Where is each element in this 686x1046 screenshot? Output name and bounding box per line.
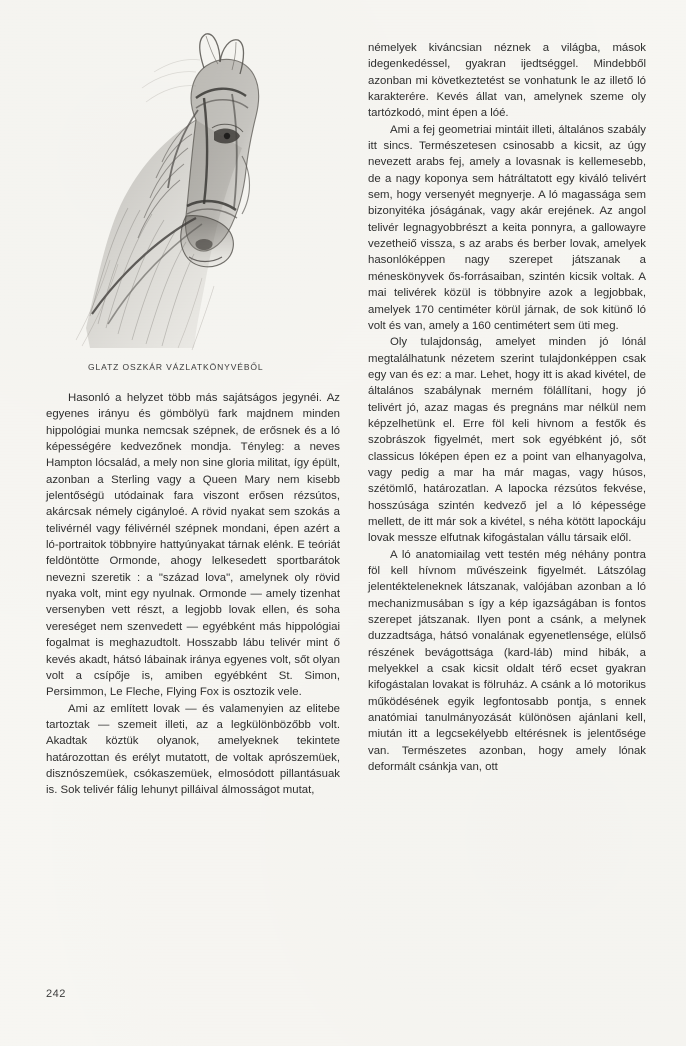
left-column	[46, 28, 340, 799]
horse-sketch-svg	[46, 28, 340, 358]
figure-caption: GLATZ OSZKÁR VÁZLATKÖNYVÉBŐL	[88, 362, 264, 372]
paragraph: Oly tulajdonság, amelyet minden jó lónál megtalálhatunk nézetem szerint tulajdonképpen csak egy van és ez: a mar. Lehet, hogy itt is akad kivétel, de általános szabálynak merném fölállítani, hogy jó telivért jó, azaz magas és pregnáns mar nélkül nem képzelhetünk el. Erre föl keli hivnom a festők és szobrászok figyelmét, mert sok egyébként jó, sőt classicus lóképen épen ez a point van elhanyagolva, vagy pedig a mar ha már magas, vagy húsos, szétömlő, határozatlan. A lapocka rézsútos fekvése, hosszúsága szintén kedvező jel a ló képessége mellett, de itt már sok a kivétel, s néha kötött lapockáju lovak messze elfutnak kifogástalan vállu társaik elől.	[368, 336, 646, 545]
horse-head-illustration	[46, 28, 340, 358]
right-column	[368, 40, 646, 775]
paragraph: Ami az említett lovak — és valamenyien az elitebe tartoztak — szemeit illeti, az a legkülönbözőbb volt. Akadtak köztük olyanok, amelyeknek tekintete határozottan és erélyt mutatott, de voltak aprószemüek, disznószemüek, csókaszemüek, elmosódott pillantásuak is. Sok telivér fálig lehunyt pilláival álmosságot mutat,	[46, 702, 340, 797]
paragraph: némelyek kiváncsian néznek a világba, mások idegenkedéssel, gyakran ijedtséggel. Mindebből azonban mi következtetést se vonhatunk le az illető ló karakterére. Kevés állat van, amelynek szeme oly tartózkodó, mint épen a lóé.	[368, 42, 646, 120]
left-column-text	[46, 390, 340, 799]
right-column-text	[368, 40, 646, 775]
page-number: 242	[46, 988, 66, 1000]
paragraph: A ló anatomiailag vett testén még néhány pontra föl kell hívnom művészeink figyelmét. Látszólag jelentékteleneknek látszanak, valójában azonban a ló mechanizmusában s így a kép igazságában is fontos szerepet játszanak. Ilyen pont a csánk, a melynek duzzadtsága, hátsó vonalának egyenetlensége, elülső részének bevágottsága (kard-láb) mind hibák, a melyekkel a csak kicsit oldalt térő ecset gyakran kifogástalan lovakat is fölruház. A csánk a ló motorikus működésének egyik legfontosabb pontja, s ennek anatómiai tanulmányozását különösen ajánlani kell, miután itt a legcsekélyebb eltérésnek is jelentősége van. Természetes azonban, hogy amely lónak deformált csánkja van, ott	[368, 548, 646, 774]
paragraph: Ami a fej geometriai mintáit illeti, általános szabály itt sincs. Természetesen csinosabb a kicsit, az úgy nevezett arabs fej, amely a lovasnak is kellemesebb, de a nagy koponya sem hátráltatott egy kiváló telivért sem, hogy versenyét megnyerje. A ló magassága sem bizonyitéka jóságának, vagy akár erejének. Az angol telivér legnagyobbrészt a keita ponnyra, a gallowayre vezetheiő vissza, s az arabs és berber lovak, amelyek hasonlóképpen nagy szerepet játszanak a méneskönyvek ős-forrásaiban, szintén kicsik voltak. A mai telivérek közül is többnyire azok a legjobbak, amelyek 170 centiméter körül járnak, de sok kitünő ló volt és van, amely a 160 centimétert sem üti meg.	[368, 123, 646, 332]
paragraph: Hasonló a helyzet több más sajátságos jegynéi. Az egyenes irányu és gömbölyü fark majdnem minden hippológiai munka nemcsak szépnek, de erősnek és a ló képességére kedvezőnek mondja. Tényleg: a neves Hampton lócsalád, a mely non sine gloria militat, így épült, azonban a Sterling vagy a Queen Mary nem kisebb jelentőségü utódainak fara viszont erősen rézsútos, akárcsak némely cigányloé. A rövid nyakat sem szokás a telivérnél vagy félivérnél szépnek mondani, épen azért a ló-portraitok többnyire hattyúnyakat tárnak elénk. E teóriát feldöntötte Ormonde, ahogy lelkesedett sportbarátok nevezni szeretik : a "század lova", amelynek oly rövid nyaka volt, mint egy nyulnak. Ormonde — amely tizenhat versenyben vett részt, a legjobb lovak ellen, és soha vereséget nem szenvedett — egyébként más hippológiai fogalmat is meghazudtolt. Hosszabb lábu telivér mint ő kevés akadt, hátsó lábainak iránya egyenes volt, sőt olyan volt a csípője is, amiben egyébként St. Simon, Persimmon, Le Fleche, Flying Fox is osztozik vele.	[46, 392, 340, 699]
